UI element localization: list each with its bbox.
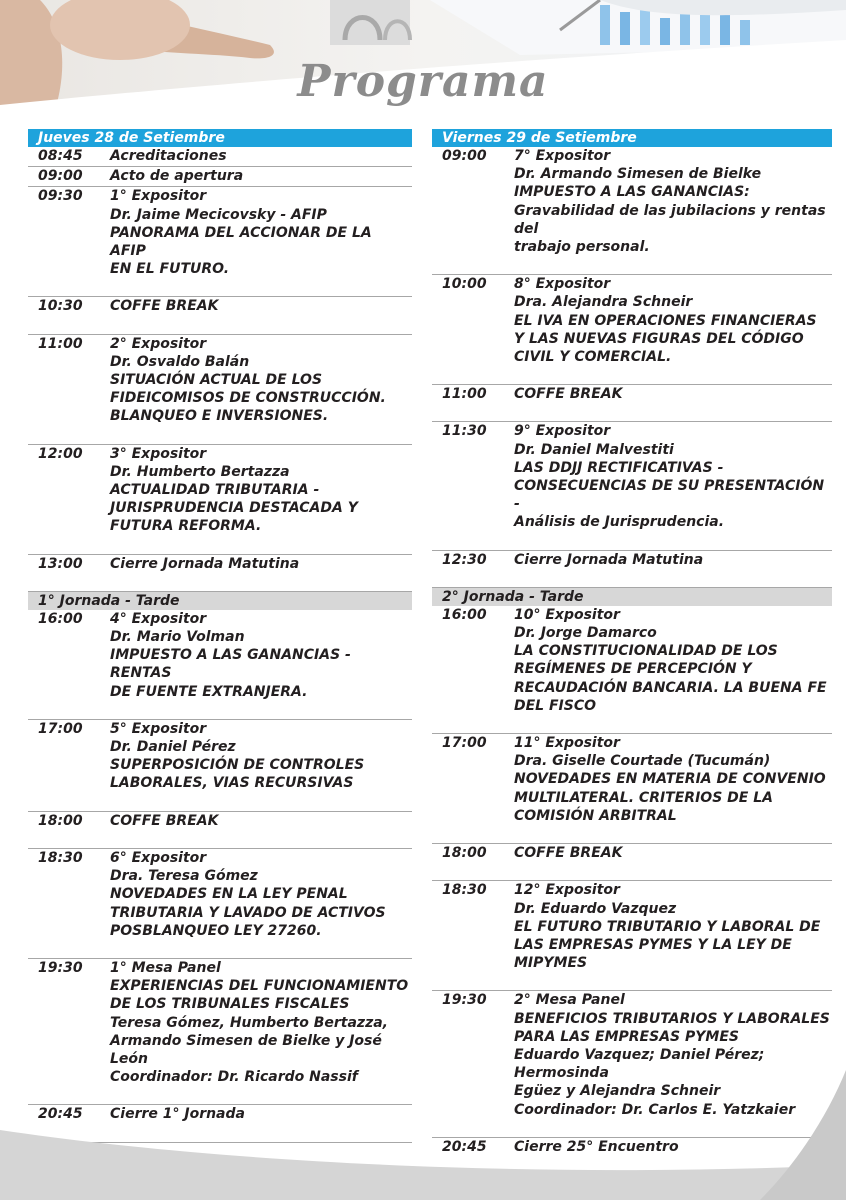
schedule-line: 2° Expositor: [110, 335, 207, 352]
schedule-line: Acreditaciones: [110, 148, 227, 164]
schedule-content: [110, 335, 412, 426]
schedule-list: [432, 147, 832, 1175]
schedule-line: 1° Expositor: [110, 188, 207, 205]
schedule-time: 17:00: [442, 735, 487, 752]
schedule-line: 5° Expositor: [110, 720, 207, 737]
schedule-time: 12:00: [38, 445, 83, 462]
schedule-row: [28, 849, 412, 959]
schedule-row: [432, 385, 832, 422]
schedule-content: [110, 849, 412, 940]
schedule-line: Acto de apertura: [110, 168, 244, 185]
schedule-row: [28, 147, 412, 167]
schedule-time: 18:00: [442, 845, 487, 862]
schedule-line: EL IVA EN OPERACIONES FINANCIERAS: [514, 312, 817, 329]
schedule-line: Análisis de Jurisprudencia.: [514, 514, 725, 531]
schedule-line: REGÍMENES DE PERCEPCIÓN Y: [514, 661, 752, 678]
schedule-line: Cierre 1° Jornada: [110, 1106, 245, 1123]
schedule-time: 20:45: [442, 1138, 487, 1155]
schedule-line: RECAUDACIÓN BANCARIA. LA BUENA FE: [514, 679, 827, 696]
schedule-line: Dr. Armando Simesen de Bielke: [514, 166, 762, 183]
schedule-time: 20:45: [38, 1106, 83, 1123]
schedule-row: [28, 812, 412, 849]
schedule-content: [514, 147, 832, 256]
schedule-line: COFFE BREAK: [514, 386, 623, 403]
schedule-time: 11:00: [38, 335, 83, 352]
schedule-line: LAS EMPRESAS PYMES Y LA LEY DE: [514, 936, 792, 953]
schedule-time: 16:00: [38, 610, 83, 627]
schedule-time: 18:30: [38, 849, 83, 866]
schedule-line: MIPYMES: [514, 955, 588, 972]
day-header: Jueves 28 de Setiembre: [28, 129, 412, 147]
schedule-line: Egüez y Alejandra Schneir: [514, 1083, 721, 1100]
footer-wave-decoration: [0, 1070, 846, 1200]
schedule-line: DE LOS TRIBUNALES FISCALES: [110, 996, 350, 1013]
schedule-row: [432, 844, 832, 881]
schedule-content: [110, 959, 412, 1086]
schedule-time: 09:30: [38, 188, 83, 205]
schedule-row: [432, 551, 832, 588]
schedule-line: 2° Mesa Panel: [514, 992, 625, 1009]
schedule-line: trabajo personal.: [514, 239, 650, 256]
schedule-line: LAS DDJJ RECTIFICATIVAS -: [514, 459, 724, 476]
schedule-content: [514, 606, 832, 715]
schedule-line: Dra. Giselle Courtade (Tucumán): [514, 753, 771, 770]
schedule-line: Gravabilidad de las jubilacions y rentas del: [514, 202, 826, 237]
schedule-content: [110, 167, 412, 185]
schedule-content: [514, 551, 832, 569]
schedule-line: 1° Mesa Panel: [110, 959, 221, 976]
schedule-time: 19:30: [442, 992, 487, 1009]
schedule-line: TRIBUTARIA Y LAVADO DE ACTIVOS: [110, 904, 386, 921]
schedule-line: Coordinador: Dr. Ricardo Nassif: [110, 1069, 358, 1086]
schedule-line: CONSECUENCIAS DE SU PRESENTACIÓN -: [514, 478, 825, 513]
schedule-row: [28, 335, 412, 445]
schedule-content: [514, 385, 832, 403]
schedule-line: NOVEDADES EN MATERIA DE CONVENIO: [514, 771, 826, 788]
schedule-line: Dra. Alejandra Schneir: [514, 294, 693, 311]
schedule-line: Cierre 25° Encuentro: [514, 1138, 679, 1155]
schedule-line: BENEFICIOS TRIBUTARIOS Y LABORALES: [514, 1010, 830, 1027]
schedule-line: Armando Simesen de Bielke y José León: [110, 1032, 382, 1067]
schedule-line: LABORALES, VIAS RECURSIVAS: [110, 775, 354, 792]
session-subheader: 2° Jornada - Tarde: [432, 588, 832, 606]
schedule-time: 13:00: [38, 555, 83, 572]
schedule-row: [432, 606, 832, 734]
schedule-line: LA CONSTITUCIONALIDAD DE LOS: [514, 643, 778, 660]
schedule-time: 10:00: [442, 276, 487, 293]
schedule-line: Dr. Jaime Mecicovsky - AFIP: [110, 206, 327, 223]
schedule-line: COFFE BREAK: [110, 298, 219, 315]
day-header: Viernes 29 de Setiembre: [432, 129, 832, 147]
schedule-content: [514, 734, 832, 825]
day-column-friday: [432, 129, 832, 1175]
schedule-time: 09:00: [38, 168, 83, 185]
schedule-time: 11:00: [442, 386, 487, 403]
schedule-row: [28, 720, 412, 812]
schedule-content: [110, 187, 412, 278]
schedule-line: EXPERIENCIAS DEL FUNCIONAMIENTO: [110, 978, 409, 995]
schedule-line: Dr. Jorge Damarco: [514, 625, 657, 642]
schedule-line: ACTUALIDAD TRIBUTARIA -: [110, 482, 320, 499]
schedule-time: 16:00: [442, 606, 487, 623]
schedule-content: [110, 720, 412, 793]
schedule-line: Teresa Gómez, Humberto Bertazza,: [110, 1014, 388, 1031]
schedule-time: 12:30: [442, 551, 487, 568]
schedule-row: [28, 555, 412, 592]
schedule-line: IMPUESTO A LAS GANANCIAS:: [514, 184, 750, 201]
schedule-time: 17:00: [38, 720, 83, 737]
schedule-row: [432, 275, 832, 385]
schedule-line: CIVIL Y COMERCIAL.: [514, 349, 672, 366]
schedule-line: Dr. Humberto Bertazza: [110, 463, 290, 480]
schedule-line: Dr. Mario Volman: [110, 629, 245, 646]
schedule-line: COFFE BREAK: [110, 812, 219, 829]
schedule-content: [110, 610, 412, 701]
schedule-row: [432, 422, 832, 550]
schedule-content: [110, 812, 412, 830]
schedule-line: SITUACIÓN ACTUAL DE LOS: [110, 372, 323, 389]
schedule-row: [28, 187, 412, 297]
schedule-row: [28, 297, 412, 334]
schedule-row: [28, 610, 412, 720]
schedule-line: 6° Expositor: [110, 849, 207, 866]
schedule-list: [28, 147, 412, 1143]
schedule-line: BLANQUEO E INVERSIONES.: [110, 408, 329, 425]
session-subheader: 1° Jornada - Tarde: [28, 592, 412, 610]
schedule-line: Dr. Daniel Malvestiti: [514, 441, 674, 458]
schedule-line: Coordinador: Dr. Carlos E. Yatzkaier: [514, 1101, 796, 1118]
schedule-line: POSBLANQUEO LEY 27260.: [110, 922, 322, 939]
page-title: Programa: [297, 56, 549, 107]
schedule-line: 11° Expositor: [514, 735, 620, 752]
schedule-time: 19:30: [38, 959, 83, 976]
schedule-line: MULTILATERAL. CRITERIOS DE LA: [514, 789, 773, 806]
schedule-time: 09:00: [442, 148, 487, 164]
schedule-content: [514, 881, 832, 972]
schedule-line: 7° Expositor: [514, 148, 611, 164]
schedule-content: [110, 445, 412, 536]
schedule-line: Dr. Eduardo Vazquez: [514, 900, 677, 917]
schedule-line: SUPERPOSICIÓN DE CONTROLES: [110, 757, 365, 774]
schedule-line: Dr. Daniel Pérez: [110, 739, 236, 756]
schedule-line: NOVEDADES EN LA LEY PENAL: [110, 886, 348, 903]
schedule-line: FUTURA REFORMA.: [110, 518, 262, 535]
schedule-line: 4° Expositor: [110, 610, 207, 627]
schedule-line: JURISPRUDENCIA DESTACADA Y: [110, 500, 358, 517]
schedule-line: COMISIÓN ARBITRAL: [514, 807, 677, 824]
schedule-line: IMPUESTO A LAS GANANCIAS - RENTAS: [110, 647, 351, 682]
schedule-time: 11:30: [442, 423, 487, 440]
schedule-content: [110, 297, 412, 315]
schedule-content: [110, 555, 412, 573]
schedule-content: [514, 844, 832, 862]
schedule-line: Eduardo Vazquez; Daniel Pérez; Hermosinda: [514, 1046, 765, 1082]
schedule-row: [432, 147, 832, 275]
schedule-line: COFFE BREAK: [514, 845, 623, 862]
schedule-line: DE FUENTE EXTRANJERA.: [110, 683, 308, 700]
schedule-line: 9° Expositor: [514, 423, 611, 440]
schedule-line: PANORAMA DEL ACCIONAR DE LA AFIP: [110, 224, 372, 260]
schedule-time: 08:45: [38, 148, 83, 164]
schedule-line: PARA LAS EMPRESAS PYMES: [514, 1028, 739, 1045]
schedule-row: [28, 445, 412, 555]
schedule-line: DEL FISCO: [514, 697, 597, 714]
schedule-time: 18:00: [38, 812, 83, 829]
day-column-thursday: [28, 129, 412, 1143]
schedule-time: 10:30: [38, 298, 83, 315]
schedule-row: [432, 881, 832, 991]
schedule-content: [514, 422, 832, 531]
schedule-time: 18:30: [442, 882, 487, 899]
schedule-line: 8° Expositor: [514, 276, 611, 293]
schedule-line: Dra. Teresa Gómez: [110, 868, 258, 885]
schedule-line: 12° Expositor: [514, 882, 620, 899]
schedule-line: Y LAS NUEVAS FIGURAS DEL CÓDIGO: [514, 330, 804, 347]
schedule-content: [514, 275, 832, 366]
schedule-row: [28, 167, 412, 187]
schedule-row: [432, 734, 832, 844]
schedule-line: Cierre Jornada Matutina: [110, 555, 300, 572]
schedule-content: [110, 147, 412, 165]
schedule-line: 10° Expositor: [514, 606, 620, 623]
schedule-line: Cierre Jornada Matutina: [514, 551, 704, 568]
schedule-line: EL FUTURO TRIBUTARIO Y LABORAL DE: [514, 918, 821, 935]
schedule-line: FIDEICOMISOS DE CONSTRUCCIÓN.: [110, 390, 386, 407]
schedule-line: EN EL FUTURO.: [110, 261, 230, 278]
schedule-line: 3° Expositor: [110, 445, 207, 462]
schedule-line: Dr. Osvaldo Balán: [110, 353, 250, 370]
